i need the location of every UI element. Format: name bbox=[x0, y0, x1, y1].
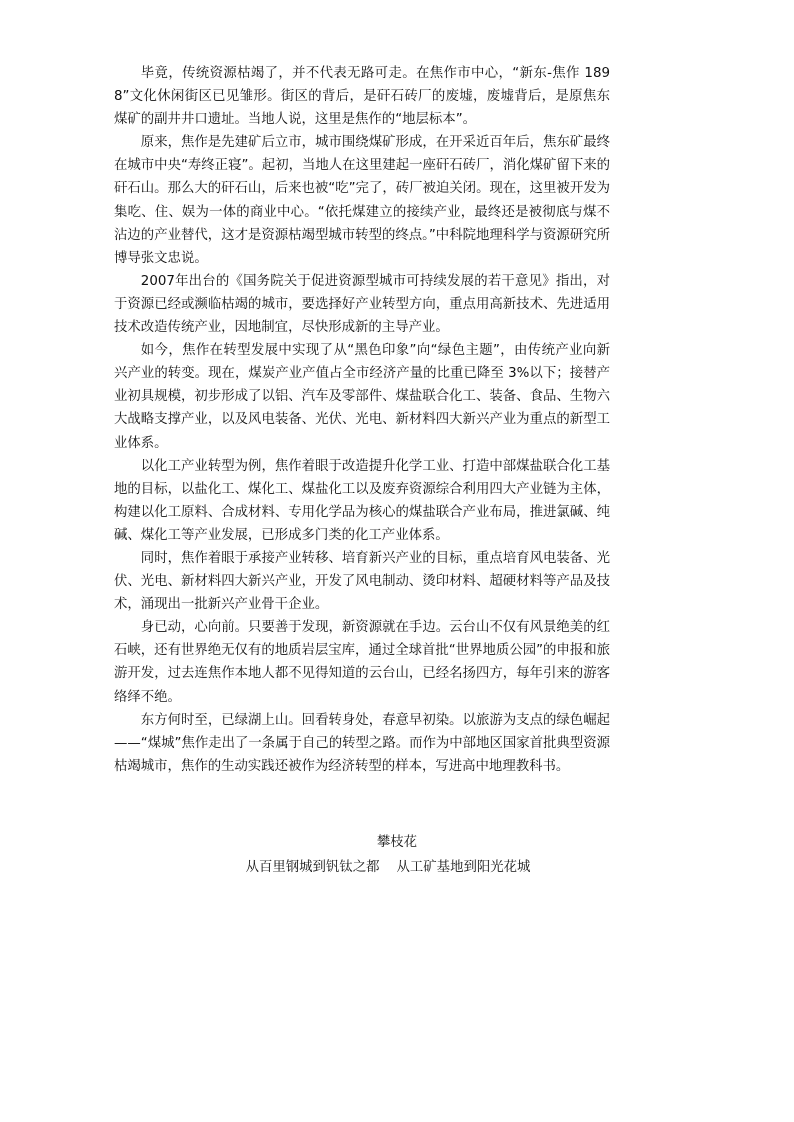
section-subtitle: 从百里钢城到钒钛之都 从工矿基地到阳光花城 bbox=[245, 860, 531, 875]
section-title: 攀枝花 bbox=[376, 835, 418, 850]
paragraph: 以化工产业转型为例，焦作着眼于改造提升化学工业、打造中部煤盐联合化工基地的目标，以盐化工、煤化工、煤盐化工以及废弃资源综合利用四大产业链为主体，构建以化工原料、合成材料、专用化学品为核心的煤盐联合产业布局，推进氯碱、纯碱、煤化工等产业发展，已形成多门类的化工产业体系。 bbox=[114, 458, 610, 543]
paragraph: 2007年出台的《国务院关于促进资源型城市可持续发展的若干意见》指出，对于资源已经或濒临枯竭的城市，要选择好产业转型方向，重点用高新技术、先进适用技术改造传统产业，因地制宜，尽快形成新的主导产业。 bbox=[114, 273, 610, 336]
next-section-heading bbox=[0, 831, 794, 879]
paragraph: 原来，焦作是先建矿后立市，城市围绕煤矿形成，在开采近百年后，焦东矿最终在城市中央“寿终正寝”。起初，当地人在这里建起一座矸石砖厂，消化煤矿留下来的矸石山。那么大的矸石山，后来也被“吃”完了，砖厂被迫关闭。现在，这里被开发为集吃、住、娱为一体的商业中心。“依托煤建立的接续产业，最终还是被彻底与煤不沾边的产业替代，这才是资源枯竭型城市转型的终点。”中科院地理科学与资源研究所博导张文忠说。 bbox=[114, 135, 610, 266]
paragraph: 如今，焦作在转型发展中实现了从“黑色印象”向“绿色主题”，由传统产业向新兴产业的转变。现在，煤炭产业产值占全市经济产量的比重已降至 3%以下；接替产业初具规模，初步形成了以铝、汽车及零部件、煤盐联合化工、装备、食品、生物六大战略支撑产业，以及风电装备、光伏、光电、新材料四大新兴产业为重点的新型工业体系。 bbox=[114, 343, 610, 451]
article-body bbox=[114, 62, 610, 778]
paragraph: 身已动，心向前。只要善于发现，新资源就在手边。云台山不仅有风景绝美的红石峡，还有世界绝无仅有的地质岩层宝库，通过全球首批“世界地质公园”的申报和旅游开发，过去连焦作本地人都不见得知道的云台山，已经名扬四方，每年引来的游客络绎不绝。 bbox=[114, 620, 610, 705]
paragraph: 毕竟，传统资源枯竭了，并不代表无路可走。在焦作市中心，“新东-焦作 1898”文化休闲街区已见雏形。街区的背后，是矸石砖厂的废墟，废墟背后，是原焦东煤矿的副井井口遗址。当地人说，这里是焦作的“地层标本”。 bbox=[114, 66, 610, 128]
paragraph: 同时，焦作着眼于承接产业转移、培育新兴产业的目标，重点培育风电装备、光伏、光电、新材料四大新兴产业，开发了风电制动、烫印材料、超硬材料等产品及技术，涌现出一批新兴产业骨干企业。 bbox=[114, 550, 610, 613]
paragraph: 东方何时至，已绿湖上山。回看转身处，春意早初染。以旅游为支点的绿色崛起——“煤城”焦作走出了一条属于自己的转型之路。而作为中部地区国家首批典型资源枯竭城市，焦作的生动实践还被作为经济转型的样本，写进高中地理教科书。 bbox=[114, 712, 610, 774]
